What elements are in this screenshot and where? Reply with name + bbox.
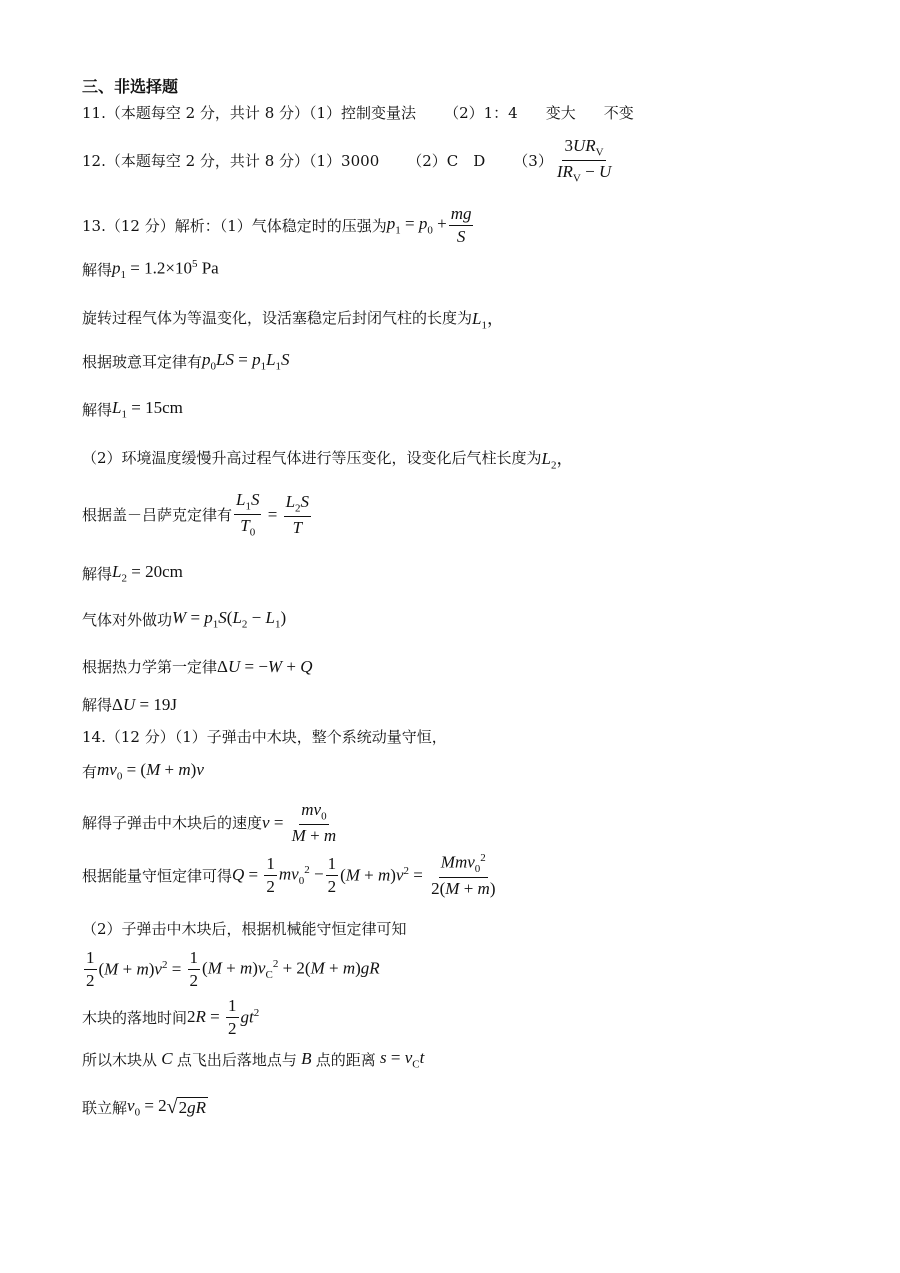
q14-have: 有 (82, 762, 98, 781)
q13-gay-lhs: $\frac{L_1S}{T_0}$ (236, 490, 260, 539)
q14-energy-result: $\frac{Mmv_0^2}{2(M + m)}$ (431, 852, 496, 898)
q13-part2: （2）环境温度缓慢升高过程气体进行等压变化，设变化后气柱长度为 (82, 449, 542, 468)
q14-q-symbol: Q = (232, 865, 263, 885)
q13-solve1-line (82, 258, 219, 281)
q13-boyle-line (82, 350, 290, 372)
q13-l2-value: $L_2 = 20cm$ (112, 562, 183, 585)
q14-part2: （2）子弹击中木块后，根据机械能守恒定律可知 (82, 920, 407, 938)
q14-v0-result: $v_0 = 2$ (127, 1096, 167, 1119)
q13-rotate: 旋转过程气体为等温变化，设活塞稳定后封闭气柱的长度为 (82, 309, 473, 328)
q13-mg-over-s: $\frac{mg}{S}$ (450, 204, 472, 246)
q13-p1-value: $p_1 = 1.2\times 10^5$ Pa (112, 258, 219, 282)
q13-solve1: 解得 (82, 261, 113, 280)
q13-pressure-formula: $p_1 = p_0$ + (386, 213, 447, 237)
q13-boyle: 根据玻意耳定律有 (82, 352, 203, 371)
q11-line (82, 102, 634, 123)
q13-work: 气体对外做功 (82, 610, 173, 629)
q13-intro: 13.（12 分）解析：（1）气体稳定时的压强为 (82, 216, 387, 235)
q14-distance-b: 点飞出后落地点与 (176, 1050, 297, 1069)
q13-rotate-line (82, 304, 504, 331)
q13-work-formula: $W = p_1S(L_2 - L_1)$ (172, 608, 287, 631)
q13-solve3: 解得 (82, 564, 113, 583)
q13-boyle-formula: $p_0LS = p_1L_1S$ (202, 350, 290, 373)
q14-speed: 解得子弹击中木块后的速度 (82, 814, 263, 833)
q14-distance-line: 所以木块从 C 点飞出后落地点与 B 点的距离 $s = v_Ct$ (82, 1048, 425, 1071)
q13-intro-line (82, 204, 475, 246)
q13-solve2: 解得 (82, 400, 113, 419)
q13-thermo-line (82, 656, 312, 677)
q13-solve3-line (82, 562, 183, 584)
q12-line (82, 136, 615, 185)
q13-solve4: 解得 (82, 696, 113, 714)
q12-prefix: 12.（本题每空 2 分，共计 8 分）（1）3000 (82, 152, 380, 171)
q14-distance-a: 所以木块从 (82, 1050, 158, 1069)
q13-solve2-line (82, 398, 183, 420)
q13-gay-line: 根据盖－吕萨克定律有 $\frac{L_1S}{T_0}$ = $\frac{L_2S}{T}$ (82, 490, 310, 539)
q14-part2-line (82, 918, 407, 939)
q12-formula: $\frac{3UR_V}{IR_V - U}$ (556, 136, 612, 185)
q14-sqrt: √ 2gR (166, 1095, 207, 1118)
q14-speed-frac: $\frac{mv_0}{M + m}$ (291, 800, 337, 846)
q14-have-line (82, 760, 204, 782)
q13-thermo-formula: ΔU = −W + Q (217, 656, 313, 676)
q11-answer-4: 不变 (603, 104, 634, 122)
q14-mech-line: $\frac{1}{2}$ $(M + m)v^2$ = $\frac{1}{2}$ $(M + m)v_C^2 + 2(M + m)gR$ (86, 948, 380, 990)
q13-solve4-line (82, 694, 177, 715)
q14-combine: 联立解 (82, 1098, 128, 1117)
q14-v-symbol: v = (262, 812, 288, 832)
q11-answer-3: 变大 (545, 104, 576, 122)
q13-l1-symbol: $L_1$， (472, 309, 504, 332)
q12-answer-3-label: （3） (513, 152, 553, 171)
q14-mech-formula: $(M + m)v_C^2 + 2(M + m)gR$ (202, 957, 380, 981)
q14-energy: 根据能量守恒定律可得 (82, 866, 233, 885)
q14-energy-line: 根据能量守恒定律可得 Q = $\frac{1}{2}$ $mv_0^2$ − $\frac{1}{2}$ $(M + m)v^2$ = $\frac{Mmv_0^2}{2(M + m)}$ (82, 852, 496, 898)
q14-distance-formula: $s = v_Ct$ (380, 1048, 425, 1071)
q14-intro: 14.（12 分）（1）子弹击中木块，整个系统动量守恒， (82, 728, 447, 746)
section-title: 三、非选择题 (82, 77, 179, 96)
q13-l1-value: $L_1 = 15cm$ (112, 398, 183, 421)
q14-fall-line: 木块的落地时间 2R = $\frac{1}{2}$ $gt^2$ (82, 996, 260, 1038)
q14-momentum-formula: $mv_0 = (M + m)v$ (97, 760, 204, 783)
q13-du-value: ΔU = 19J (112, 694, 177, 714)
q14-combine-line (82, 1096, 208, 1118)
q13-l2-symbol: $L_2$， (541, 449, 574, 472)
q14-distance-c: 点的距离 (315, 1050, 376, 1069)
q14-speed-line (82, 800, 340, 846)
q13-work-line (82, 608, 286, 630)
q12-answer-2: （2）C D (407, 152, 486, 171)
q13-part2-line (82, 444, 574, 471)
q13-thermo: 根据热力学第一定律 (82, 658, 218, 676)
q14-intro-line (82, 726, 447, 747)
q14-fall-formula: $gt^2$ (240, 1006, 260, 1027)
q14-fall: 木块的落地时间 (82, 1008, 188, 1027)
q11-answer-2: （2）1：4 (444, 104, 518, 122)
q11-prefix: 11.（本题每空 2 分，共计 8 分）（1）控制变量法 (82, 104, 417, 122)
q13-gay-rhs: $\frac{L_2S}{T}$ (285, 491, 310, 537)
q13-gay: 根据盖－吕萨克定律有 (82, 506, 233, 525)
